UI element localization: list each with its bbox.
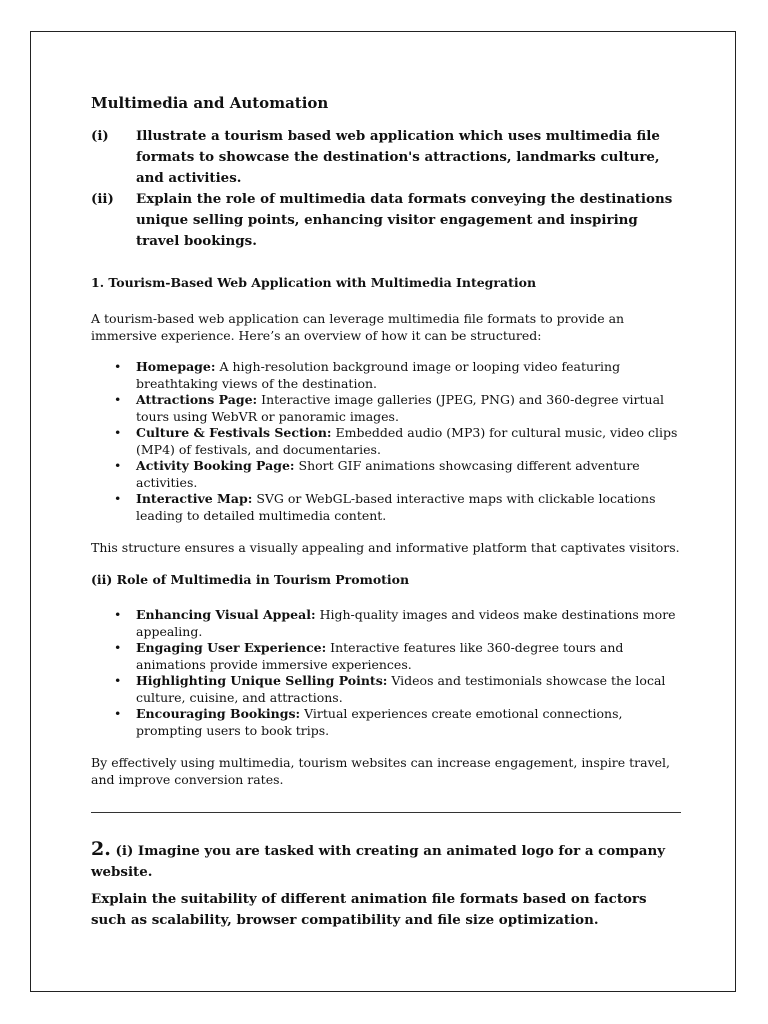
item-label: Culture & Festivals Section:	[136, 425, 332, 440]
section-heading: (ii) Role of Multimedia in Tourism Promotion	[91, 572, 410, 587]
bullet-icon: •	[114, 706, 122, 721]
item-text: SVG or WebGL-based interactive maps with clickable locations leading to detailed multimedia content.	[136, 491, 656, 523]
question-number: (i)	[91, 128, 109, 144]
list-item	[91, 458, 681, 491]
section-outro: By effectively using multimedia, tourism websites can increase engagement, inspire travel, and improve conversion rates.	[91, 755, 671, 787]
item-text: Videos and testimonials showcase the local culture, cuisine, and attractions.	[136, 673, 666, 705]
question-text: Illustrate a tourism based web application which uses multimedia file formats to showcase the destination's attractions, landmarks culture, and activities.	[136, 128, 660, 186]
question-2-continued: Explain the suitability of different animation file formats based on factors such as scalability, browser compatibility and file size optimization.	[91, 891, 647, 928]
bullet-icon: •	[114, 425, 122, 440]
section-outro: This structure ensures a visually appealing and informative platform that captivates visitors.	[91, 540, 680, 555]
section-intro: A tourism-based web application can leverage multimedia file formats to provide an immersive experience. Here’s an overview of how it can be structured:	[91, 311, 625, 343]
bullet-icon: •	[114, 359, 122, 374]
bullet-icon: •	[114, 607, 122, 622]
bullet-list	[91, 607, 681, 739]
question-item	[91, 126, 681, 189]
list-item	[91, 425, 681, 458]
list-item	[91, 607, 681, 640]
bullet-icon: •	[114, 392, 122, 407]
item-label: Encouraging Bookings:	[136, 706, 301, 721]
list-item	[91, 640, 681, 673]
question-2-number: 2.	[91, 838, 111, 860]
item-text: Interactive features like 360-degree tours and animations provide immersive experiences.	[136, 640, 624, 672]
list-item	[91, 706, 681, 739]
question-2-text: (i) Imagine you are tasked with creating an animated logo for a company website.	[91, 843, 665, 880]
item-label: Activity Booking Page:	[136, 458, 295, 473]
item-label: Attractions Page:	[136, 392, 258, 407]
item-text: Embedded audio (MP3) for cultural music, video clips (MP4) of festivals, and documentaries.	[136, 425, 678, 457]
item-text: Interactive image galleries (JPEG, PNG) and 360-degree virtual tours using WebVR or panoramic images.	[136, 392, 665, 424]
item-label: Homepage:	[136, 359, 216, 374]
document-title: Multimedia and Automation	[91, 94, 329, 112]
question-text: Explain the role of multimedia data formats conveying the destinations unique selling points, enhancing visitor engagement and inspiring travel bookings.	[136, 191, 673, 249]
bullet-list	[91, 359, 681, 524]
question-item	[91, 189, 681, 252]
item-label: Interactive Map:	[136, 491, 253, 506]
list-item	[91, 359, 681, 392]
item-text: Short GIF animations showcasing different adventure activities.	[136, 458, 640, 490]
item-label: Engaging User Experience:	[136, 640, 327, 655]
document-content	[91, 92, 681, 931]
item-text: High-quality images and videos make destinations more appealing.	[136, 607, 676, 639]
list-item	[91, 491, 681, 524]
item-text: Virtual experiences create emotional connections, prompting users to book trips.	[136, 706, 623, 738]
bullet-icon: •	[114, 640, 122, 655]
question-2	[91, 839, 681, 883]
item-label: Enhancing Visual Appeal:	[136, 607, 316, 622]
bullet-icon: •	[114, 458, 122, 473]
horizontal-rule	[91, 812, 681, 813]
bullet-icon: •	[114, 673, 122, 688]
item-text: A high-resolution background image or looping video featuring breathtaking views of the destination.	[136, 359, 621, 391]
question-list	[91, 126, 681, 252]
list-item	[91, 673, 681, 706]
item-label: Highlighting Unique Selling Points:	[136, 673, 388, 688]
question-number: (ii)	[91, 191, 114, 207]
section-heading: 1. Tourism-Based Web Application with Multimedia Integration	[91, 275, 537, 290]
list-item	[91, 392, 681, 425]
bullet-icon: •	[114, 491, 122, 506]
